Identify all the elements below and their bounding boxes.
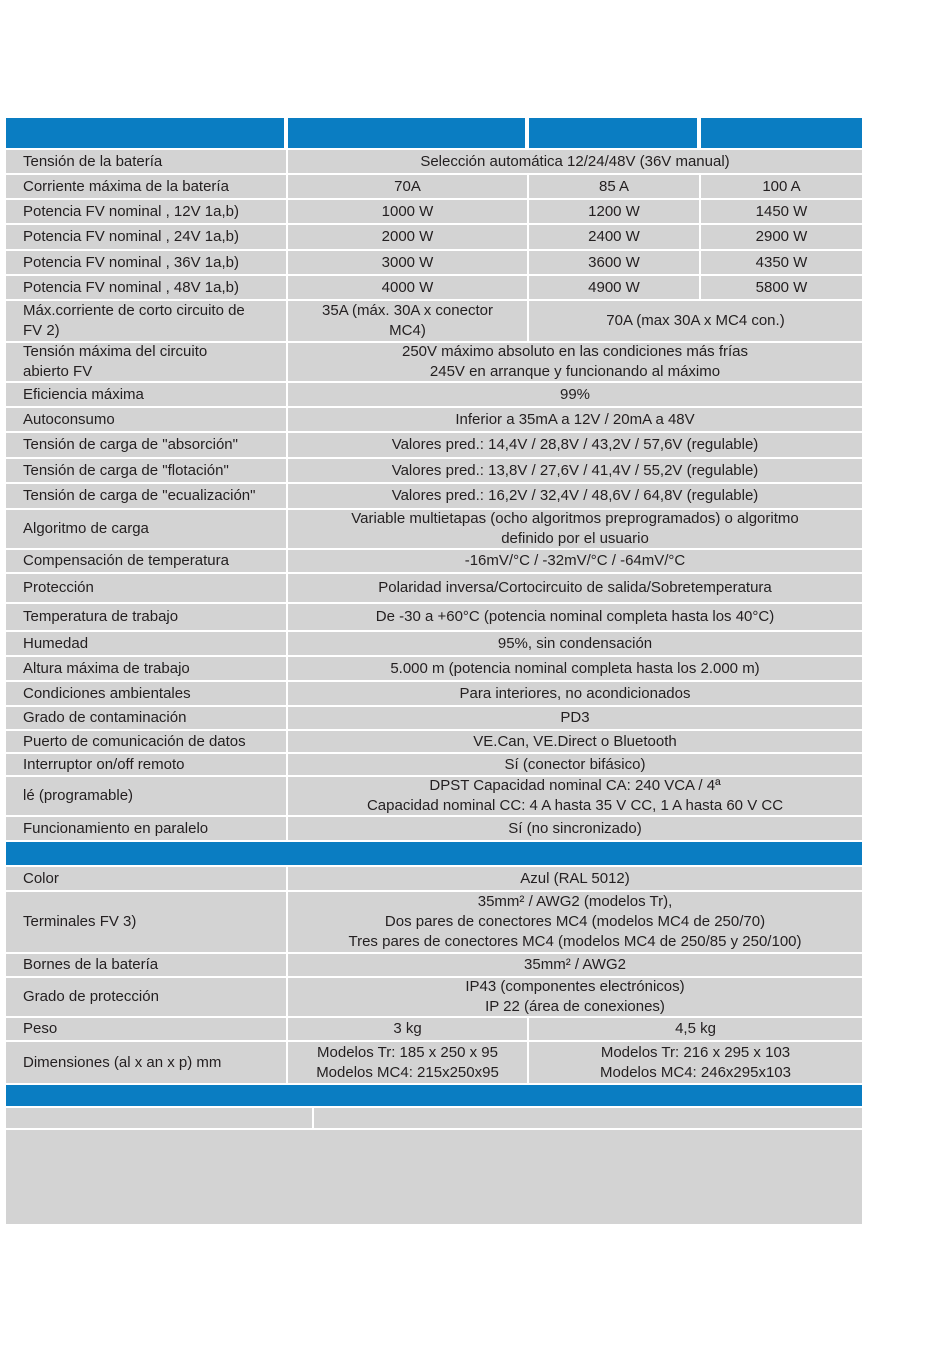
cell-text-line: Compensación de temperatura: [23, 552, 229, 569]
cell-text-line: Para interiores, no acondicionados: [459, 684, 691, 702]
row-label: [6, 731, 288, 752]
cell-text-line: Tensión de la batería: [23, 152, 163, 170]
row-label: [6, 433, 288, 457]
row-value: [288, 892, 862, 952]
table-row: [6, 301, 862, 343]
row-label: [6, 632, 288, 655]
cell-text-line: Humedad: [23, 634, 89, 652]
row-value: [288, 550, 862, 572]
table-row: [6, 200, 862, 225]
row-value: [288, 954, 862, 976]
table-row: [6, 867, 862, 892]
row-label: [6, 954, 288, 976]
row-value: [288, 484, 862, 508]
row-label: [6, 175, 288, 198]
row-label: [6, 892, 288, 952]
cell-text-line: Algoritmo de carga: [23, 520, 149, 537]
row-value: [529, 200, 701, 223]
row-value: [529, 225, 701, 249]
cell-text-line: 4,5 kg: [675, 1020, 716, 1037]
cell-text-line: MC4): [389, 322, 426, 339]
cell-text-line: 4900 W: [588, 278, 640, 296]
cell-text-line: Peso: [23, 1020, 58, 1037]
table-row: [6, 343, 862, 383]
cell-text-line: 100 A: [762, 177, 801, 195]
cell-text-line: Valores pred.: 14,4V / 28,8V / 43,2V / 57,6V (regulable): [391, 436, 759, 453]
row-value: [701, 225, 862, 249]
cell-text-line: Sí (no sincronizado): [508, 819, 642, 837]
row-value: [288, 817, 862, 840]
cell-text-line: definido por el usuario: [501, 530, 649, 547]
row-value: [288, 408, 862, 431]
row-value: [288, 383, 862, 406]
cell-text-line: Tensión máxima del circuito: [23, 343, 208, 360]
cell-text-line: Terminales FV 3): [23, 913, 137, 930]
row-label: [6, 343, 288, 381]
row-value: [288, 510, 862, 548]
row-value: [288, 978, 862, 1016]
table-row: [6, 604, 862, 632]
cell-text-line: Funcionamiento en paralelo: [23, 819, 209, 837]
cell-text-line: IP43 (componentes electrónicos): [465, 978, 685, 995]
housing-section: [6, 867, 862, 1085]
row-value: [288, 343, 862, 381]
cell-text-line: Eficiencia máxima: [23, 385, 144, 403]
table-row: [6, 484, 862, 510]
table-row: [6, 433, 862, 459]
row-value: [529, 1042, 862, 1083]
row-label: [6, 574, 288, 602]
cell-text-line: Máx.corriente de corto circuito de: [23, 302, 245, 319]
table-header-bar: [6, 118, 862, 150]
cell-text-line: Potencia FV nominal , 24V 1a,b): [23, 228, 239, 245]
table-row: [6, 550, 862, 574]
header-cell: [288, 118, 529, 148]
cell-text-line: Modelos Tr: 185 x 250 x 95: [317, 1043, 498, 1061]
cell-text-line: 35A (máx. 30A x conector: [322, 302, 493, 319]
cell-text-line: Potencia FV nominal , 12V 1a,b): [23, 202, 239, 220]
cell-text-line: Sí (conector bifásico): [504, 755, 646, 773]
row-value: [288, 276, 529, 299]
cell-text-line: Variable multietapas (ocho algoritmos preprogramados) o algoritmo: [351, 510, 799, 527]
row-label: [6, 251, 288, 274]
row-value: [288, 867, 862, 890]
cell-text-line: Tres pares de conectores MC4 (modelos MC4 de 250/85 y 250/100): [348, 933, 802, 950]
row-value: [288, 731, 862, 752]
header-cell: [6, 118, 288, 148]
cell-text-line: 4350 W: [755, 253, 808, 271]
table-row: [6, 175, 862, 200]
table-row: [6, 632, 862, 657]
cell-text-line: lé (programable): [23, 787, 134, 804]
cell-text-line: 35mm² / AWG2 (modelos Tr),: [477, 893, 673, 910]
row-value: [529, 276, 701, 299]
cell-text-line: 4000 W: [381, 278, 434, 296]
cell-text-line: Dimensiones (al x an x p) mm: [23, 1053, 222, 1071]
section-divider-standards: [6, 1085, 862, 1108]
row-value: [529, 175, 701, 198]
cell-text-line: Capacidad nominal CC: 4 A hasta 35 V CC, 1 A hasta 60 V CC: [366, 797, 784, 814]
table-row: [6, 1018, 862, 1042]
row-value: [288, 225, 529, 249]
cell-text-line: Valores pred.: 16,2V / 32,4V / 48,6V / 64,8V (regulable): [391, 487, 759, 504]
row-value: [288, 632, 862, 655]
row-label: [6, 150, 288, 173]
row-value: [288, 604, 862, 630]
cell-text-line: Color: [23, 869, 59, 887]
cell-text-line: Potencia FV nominal , 48V 1a,b): [23, 278, 239, 296]
row-value: [288, 657, 862, 680]
cell-text-line: DPST Capacidad nominal CA: 240 VCA / 4ª: [429, 777, 721, 794]
cell-text-line: 3 kg: [393, 1020, 422, 1037]
row-value: [288, 574, 862, 602]
cell-text-line: Altura máxima de trabajo: [23, 659, 190, 677]
cell-text-line: 1200 W: [588, 202, 640, 220]
cell-text-line: Modelos Tr: 216 x 295 x 103: [600, 1043, 791, 1061]
table-row: [6, 657, 862, 682]
cell-text-line: Interruptor on/off remoto: [23, 755, 185, 773]
row-label: [6, 657, 288, 680]
cell-text-line: De -30 a +60°C (potencia nominal completa hasta los 40°C): [375, 608, 775, 625]
row-value: [288, 150, 862, 173]
row-label: [6, 408, 288, 431]
row-value: [288, 707, 862, 729]
cell-text-line: Potencia FV nominal , 36V 1a,b): [23, 253, 239, 271]
row-label: [6, 777, 288, 815]
table-row: [6, 276, 862, 301]
cell-text-line: VE.Can, VE.Direct o Bluetooth: [473, 732, 677, 750]
row-value: [529, 301, 862, 341]
row-value: [701, 276, 862, 299]
row-value: [701, 175, 862, 198]
table-row: [6, 1042, 862, 1085]
table-row: [6, 954, 862, 978]
row-value: [288, 1042, 529, 1083]
cell-text-line: Tensión de carga de "flotación": [23, 461, 229, 479]
table-row: [6, 707, 862, 731]
row-label: [6, 484, 288, 508]
cell-text-line: 3600 W: [588, 253, 640, 271]
row-value: [288, 777, 862, 815]
cell-text-line: Polaridad inversa/Cortocircuito de salida/Sobretemperatura: [378, 579, 772, 596]
cell-text-line: Condiciones ambientales: [23, 684, 191, 702]
row-label: [6, 754, 288, 775]
cell-text-line: Temperatura de trabajo: [23, 608, 179, 625]
cell-text-line: Azul (RAL 5012): [520, 869, 630, 887]
cell-text-line: 5800 W: [755, 278, 808, 296]
row-value: [288, 1018, 529, 1040]
row-label: [6, 459, 288, 482]
row-value: [529, 251, 701, 274]
cell-text-line: Tensión de carga de "ecualización": [23, 487, 256, 504]
cell-text-line: 2400 W: [588, 228, 640, 245]
standards-value-cell: [314, 1108, 862, 1128]
row-label: [6, 510, 288, 548]
table-row: [6, 574, 862, 604]
table-row: [6, 978, 862, 1018]
row-value: [288, 251, 529, 274]
cell-text-line: Modelos MC4: 215x250x95: [316, 1063, 499, 1081]
cell-text-line: Grado de contaminación: [23, 709, 187, 726]
cell-text-line: Dos pares de conectores MC4 (modelos MC4 de 250/70): [384, 913, 766, 930]
spec-table: [6, 118, 862, 1224]
row-label: [6, 682, 288, 705]
cell-text-line: 250V máximo absoluto en las condiciones más frías: [401, 343, 748, 360]
cell-text-line: 245V en arranque y funcionando al máximo: [429, 363, 721, 380]
cell-text-line: 70A: [394, 177, 421, 195]
cell-text-line: 1000 W: [381, 202, 434, 220]
table-row: [6, 510, 862, 550]
cell-text-line: Grado de protección: [23, 988, 159, 1005]
cell-text-line: Protección: [23, 579, 94, 596]
row-label: [6, 550, 288, 572]
standards-row: [6, 1108, 862, 1130]
row-label: [6, 978, 288, 1016]
row-value: [288, 200, 529, 223]
table-row: [6, 459, 862, 484]
cell-text-line: 70A (max 30A x MC4 con.): [606, 312, 785, 329]
table-row: [6, 383, 862, 408]
cell-text-line: 99%: [559, 385, 591, 403]
row-label: [6, 276, 288, 299]
table-row: [6, 225, 862, 251]
cell-text-line: 2900 W: [755, 228, 808, 245]
cell-text-line: 2000 W: [381, 228, 434, 245]
cell-text-line: 35mm² / AWG2: [524, 956, 626, 973]
row-value: [288, 754, 862, 775]
table-row: [6, 817, 862, 842]
row-value: [288, 433, 862, 457]
table-row: [6, 754, 862, 777]
table-row: [6, 892, 862, 954]
cell-text-line: Selección automática 12/24/48V (36V manual): [420, 152, 730, 170]
cell-text-line: Autoconsumo: [23, 410, 115, 428]
cell-text-line: PD3: [560, 709, 590, 726]
cell-text-line: abierto FV: [23, 363, 93, 380]
row-label: [6, 867, 288, 890]
cell-text-line: Puerto de comunicación de datos: [23, 732, 246, 750]
row-label: [6, 301, 288, 341]
cell-text-line: Bornes de la batería: [23, 956, 159, 973]
cell-text-line: FV 2): [23, 322, 60, 339]
row-label: [6, 604, 288, 630]
cell-text-line: Corriente máxima de la batería: [23, 177, 229, 195]
cell-text-line: 3000 W: [381, 253, 434, 271]
row-label: [6, 225, 288, 249]
header-cell: [701, 118, 862, 148]
cell-text-line: 85 A: [598, 177, 630, 195]
table-row: [6, 777, 862, 817]
header-cell: [529, 118, 701, 148]
cell-text-line: Modelos MC4: 246x295x103: [600, 1063, 791, 1081]
table-row: [6, 408, 862, 433]
row-value: [288, 301, 529, 341]
cell-text-line: -16mV/°C / -32mV/°C / -64mV/°C: [464, 552, 686, 569]
cell-text-line: Inferior a 35mA a 12V / 20mA a 48V: [455, 410, 695, 428]
row-value: [529, 1018, 862, 1040]
row-label: [6, 200, 288, 223]
cell-text-line: 5.000 m (potencia nominal completa hasta los 2.000 m): [390, 659, 760, 677]
cell-text-line: IP 22 (área de conexiones): [485, 998, 665, 1015]
section-divider-housing: [6, 842, 862, 867]
table-row: [6, 682, 862, 707]
table-row: [6, 251, 862, 276]
cell-text-line: 1450 W: [755, 202, 808, 220]
row-value: [288, 459, 862, 482]
row-value: [288, 175, 529, 198]
row-value: [701, 200, 862, 223]
row-value: [288, 682, 862, 705]
table-row: [6, 731, 862, 754]
row-label: [6, 707, 288, 729]
table-row: [6, 150, 862, 175]
cell-text-line: Tensión de carga de "absorción": [23, 436, 238, 453]
cell-text-line: Valores pred.: 13,8V / 27,6V / 41,4V / 55,2V (regulable): [391, 461, 759, 479]
footer-block: [6, 1130, 862, 1224]
cell-text-line: 95%, sin condensación: [497, 634, 653, 652]
general-section: [6, 150, 862, 842]
standards-label-cell: [6, 1108, 314, 1128]
row-label: [6, 1042, 288, 1083]
row-label: [6, 1018, 288, 1040]
row-value: [701, 251, 862, 274]
row-label: [6, 817, 288, 840]
row-label: [6, 383, 288, 406]
